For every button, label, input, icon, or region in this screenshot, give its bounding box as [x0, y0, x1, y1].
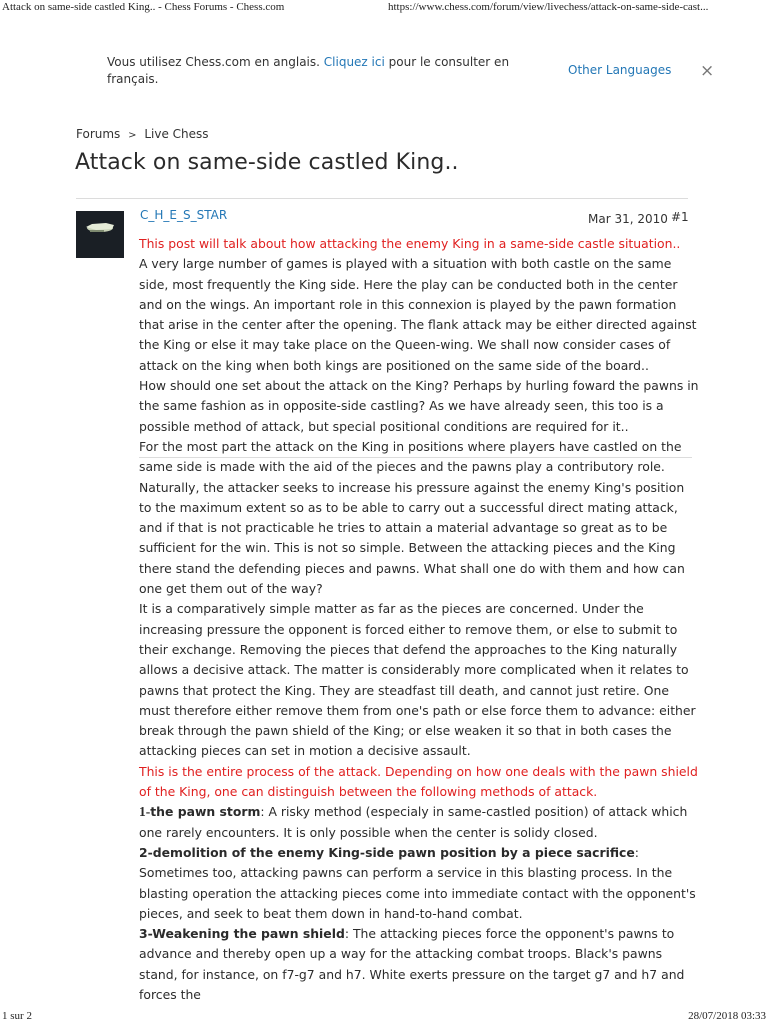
method-text: : A risky method (especialy in same-castled position) of attack which one rarely encounters. It is only possible when the center is solidy closed.: [139, 804, 688, 840]
method-title: Weakening the pawn shield: [152, 926, 345, 942]
method-number: 3-: [139, 926, 153, 942]
breadcrumb-live-chess[interactable]: Live Chess: [144, 127, 209, 141]
method-text: : The attacking pieces force the opponent's pawns to advance and thereby open up a way for the attacking combat troops. Black's pawns stand, for instance, on f7-g7 and h7. White exerts pressure on the target g7 and h7 and forces the: [139, 926, 685, 1002]
close-icon[interactable]: ×: [700, 61, 715, 81]
post-paragraph: It is a comparatively simple matter as far as the pieces are concerned. Under the increasing pressure the opponent is forced either to remove them, or else to submit to their exchange. Removing the pieces that defend the approaches to the King naturally allows a decisive attack. The matter is considerably more complicated when it relates to pawns that protect the King. They are steadfast till death, and cannot just retire. One must therefore either remove them from one's path or else force them to advance: either break through the pawn shield of the King; or else weaken it so that in both cases the attacking pieces can set in motion a decisive assault.: [139, 601, 696, 759]
method-number: 1-: [139, 804, 151, 820]
post-paragraph: How should one set about the attack on the King? Perhaps by hurling foward the pawns in the same fashion as in opposite-side castling? As we have already seen, this too is a possible method of attack, but special positional conditions are required for it..: [139, 378, 699, 434]
post-paragraph: For the most part the attack on the King in positions where players have castled on the same side is made with the aid of the pieces and the pawns play a contributory role.: [139, 438, 682, 475]
avatar-image: [76, 211, 124, 258]
method-item: [139, 802, 699, 843]
avatar[interactable]: [76, 211, 124, 258]
post-intro: This post will talk about how attacking the enemy King in a same-side castle situation..: [139, 236, 681, 251]
post-paragraph: Naturally, the attacker seeks to increase his pressure against the enemy King's position to the maximum extent so as to be able to carry out a successful direct mating attack, and if that is not practicable he tries to attain a material advantage so great as to be sufficient for the win. This is not so simple. Between the attacking pieces and the King there stand the defending pieces and pawns. What shall one do with them and how can one get them out of the way?: [139, 479, 685, 597]
method-text: : Sometimes too, attacking pawns can perform a service in this blasting process. In the blasting operation the attacking pieces come into immediate contact with the opponent's pieces, and seek to beat them down in hand-to-hand combat.: [139, 844, 696, 921]
breadcrumb: [76, 127, 209, 141]
language-message: [107, 54, 527, 88]
switch-language-link[interactable]: Cliquez ici: [323, 55, 385, 69]
language-text-before: Vous utilisez Chess.com en anglais.: [107, 55, 320, 69]
post-body: [139, 234, 699, 1002]
method-number: 2-: [139, 844, 153, 860]
language-text-after: pour le consulter en français.: [107, 55, 510, 86]
method-title: the pawn storm: [150, 804, 261, 820]
chevron-right-icon: >: [128, 130, 137, 141]
method-item: [139, 843, 699, 924]
language-banner: [0, 36, 768, 106]
post-date: Mar 31, 2010: [588, 212, 668, 226]
title-divider: [76, 198, 688, 199]
post-number-link[interactable]: #1: [671, 210, 689, 224]
print-page-url: https://www.chess.com/forum/view/livechess/attack-on-same-side-cast...: [388, 1, 709, 13]
print-page-count: 1 sur 2: [2, 1010, 32, 1022]
post-author-link[interactable]: C_H_E_S_STAR: [140, 208, 228, 222]
print-datetime: 28/07/2018 03:33: [688, 1010, 766, 1022]
method-title: demolition of the enemy King-side pawn position by a piece sacrifice: [152, 844, 635, 860]
method-item: [139, 924, 699, 1005]
page-title: Attack on same-side castled King..: [75, 150, 459, 175]
print-footer: [0, 1008, 768, 1024]
print-page-title: Attack on same-side castled King.. - Chess Forums - Chess.com: [2, 1, 285, 13]
other-languages-link[interactable]: Other Languages: [568, 63, 672, 77]
post-paragraph-highlight: This is the entire process of the attack. Depending on how one deals with the pawn shield of the King, one can distinguish between the following methods of attack.: [139, 763, 698, 800]
breadcrumb-forums[interactable]: Forums: [76, 127, 121, 141]
post-paragraph: A very large number of games is played with a situation with both castle on the same side, most frequently the King side. Here the play can be conducted both in the center and on the wings. An important role in this connexion is played by the pawn formation that arise in the center after the opening. The flank attack may be either directed against the King or else it may take place on the Queen-wing. We shall now consider cases of attack on the king when both kings are positioned on the same side of the board..: [139, 256, 697, 373]
print-header: [0, 0, 768, 20]
